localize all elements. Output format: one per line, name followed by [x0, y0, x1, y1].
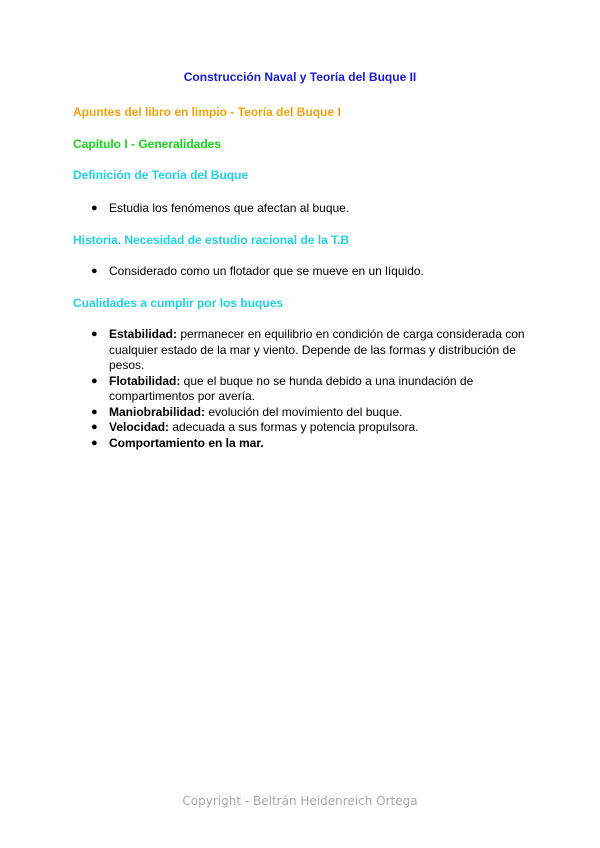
- bullet-icon: ●: [91, 405, 98, 418]
- list-item-label: Flotabilidad:: [109, 373, 181, 388]
- list-item-label: Comportamiento en la mar.: [109, 435, 264, 450]
- list-item-text: permanecer en equilibrio en condición de carga considerada con cualquier estado de la mar y viento. Depende de las formas y distribución de pesos.: [109, 327, 525, 372]
- list-item-text: evolución del movimiento del buque.: [208, 404, 403, 419]
- definicion-list: [73, 201, 533, 217]
- list-item-label: Estabilidad:: [109, 327, 178, 341]
- document-title: Construcción Naval y Teoría del Buque II: [183, 70, 417, 84]
- bullet-icon: ●: [91, 265, 98, 277]
- list-item-text: Considerado como un flotador que se mueve en un líquido.: [109, 264, 424, 278]
- list-item: [73, 420, 533, 436]
- cualidades-list: [73, 327, 533, 451]
- list-item: [73, 327, 533, 374]
- list-item: [73, 374, 533, 405]
- section-heading-historia: Historia. Necesidad de estudio racional de la T.B: [73, 233, 350, 247]
- bullet-icon: ●: [91, 374, 98, 387]
- list-item: [73, 436, 533, 452]
- list-item: [73, 405, 533, 421]
- bullet-icon: ●: [91, 328, 98, 340]
- section-heading-definicion: Definición de Teoría del Buque: [73, 168, 249, 182]
- list-item: [73, 201, 533, 217]
- copyright-footer: Copyright - Beltrán Heidenreich Ortega: [182, 794, 418, 808]
- list-item-label: Maniobrabilidad:: [109, 404, 205, 419]
- bullet-icon: ●: [91, 202, 98, 214]
- chapter-heading: Capítulo I - Generalidades: [73, 137, 222, 151]
- bullet-icon: ●: [91, 421, 98, 433]
- document-subtitle: Apuntes del libro en limpio - Teoría del Buque I: [73, 105, 341, 119]
- bullet-icon: ●: [91, 436, 98, 449]
- list-item-text: adecuada a sus formas y potencia propulsora.: [172, 420, 419, 434]
- list-item-text: Estudia los fenómenos que afectan al buque.: [109, 201, 350, 215]
- list-item: [73, 264, 533, 280]
- historia-list: [73, 264, 533, 280]
- section-heading-cualidades: Cualidades a cumplir por los buques: [73, 296, 284, 310]
- list-item-label: Velocidad:: [109, 420, 170, 434]
- list-item-text: que el buque no se hunda debido a una inundación de compartimentos por avería.: [109, 373, 474, 403]
